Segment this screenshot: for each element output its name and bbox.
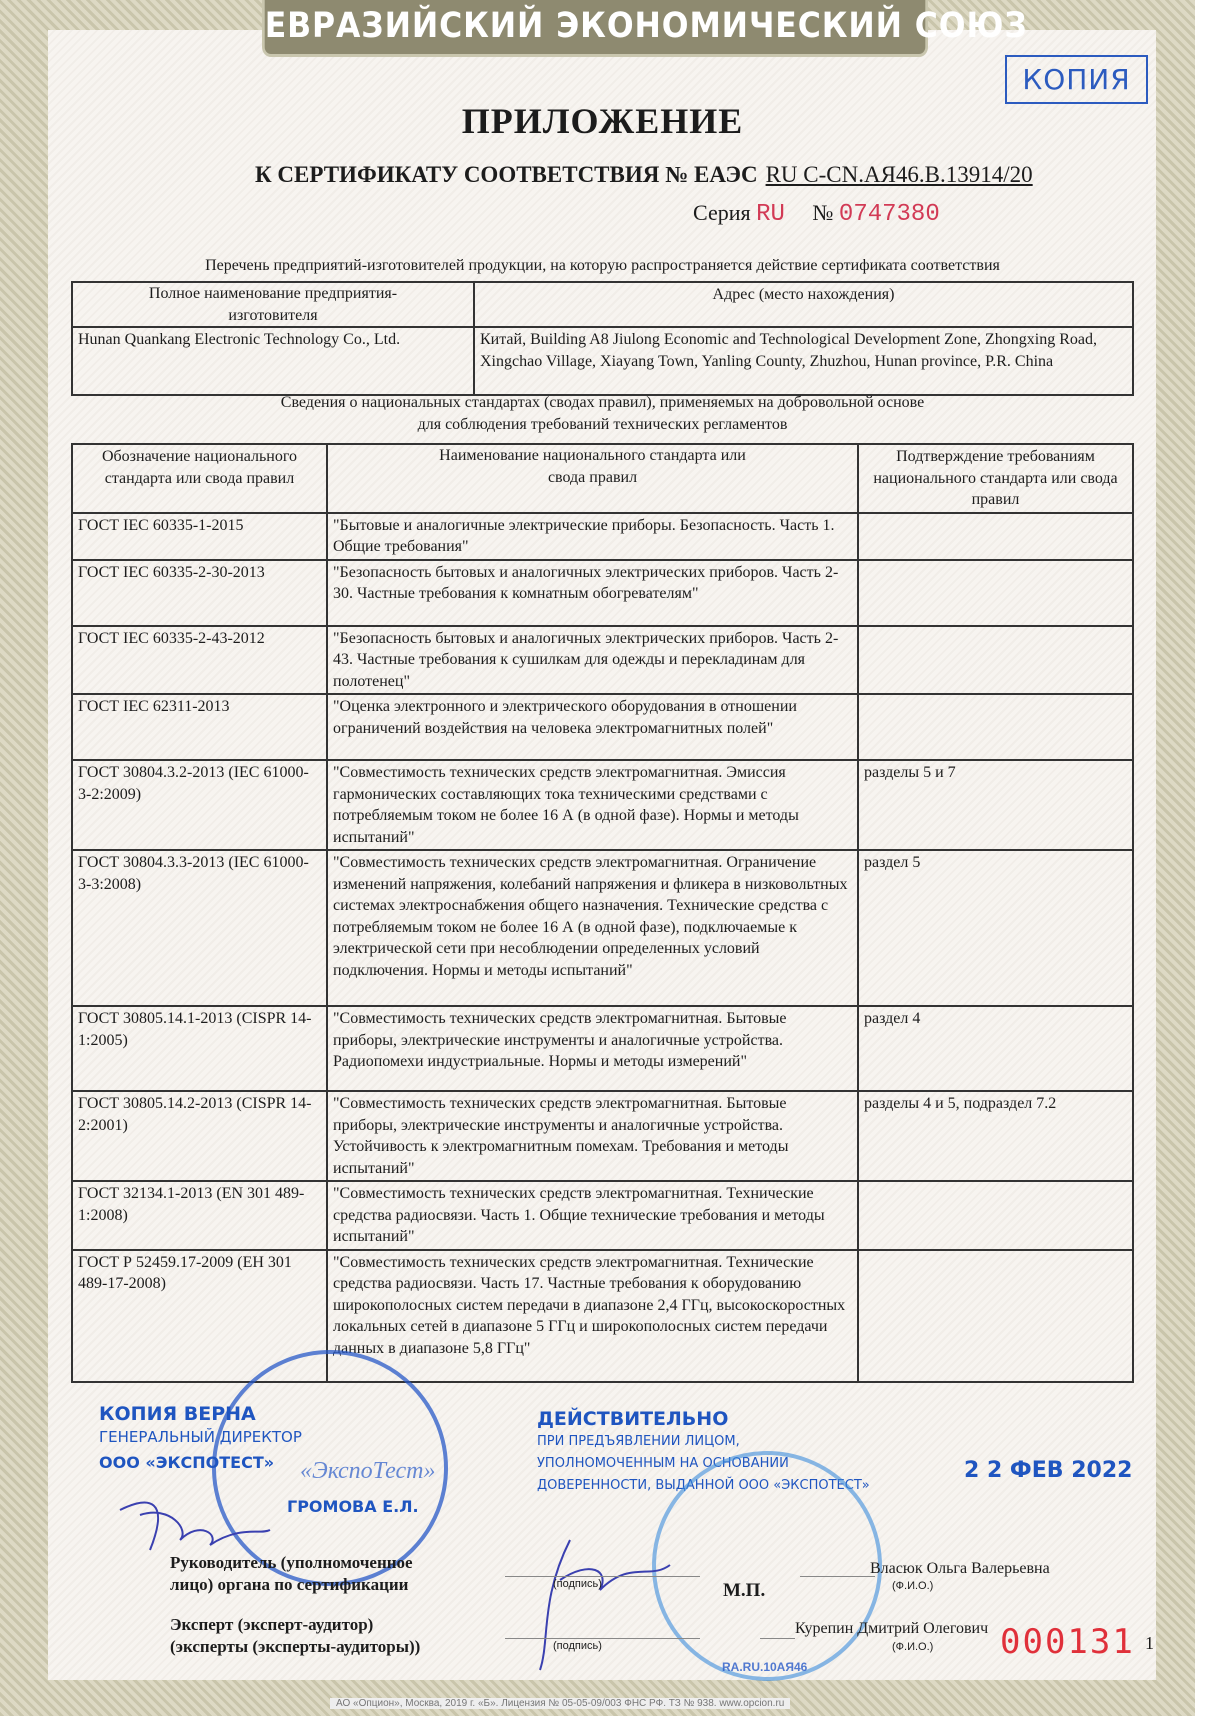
- table-row: [72, 1250, 1133, 1382]
- mp-label: М.П.: [723, 1580, 766, 1601]
- standard-title: "Оценка электронного и электрического оборудования в отношении ограничений воздействия на человека электромагнитных полей": [327, 694, 858, 760]
- header-cell: Полное наименование предприятия-изготовителя: [72, 282, 474, 327]
- standard-code: ГОСТ Р 52459.17-2009 (ЕН 301 489-17-2008): [72, 1250, 327, 1382]
- name-line: [760, 1638, 795, 1639]
- page-title: ПРИЛОЖЕНИЕ: [461, 101, 744, 141]
- fio-caption: (Ф.И.О.): [892, 1641, 934, 1653]
- manufacturers-table: [71, 281, 1134, 396]
- table-row: [72, 850, 1133, 1006]
- standard-title: "Совместимость технических средств электромагнитная. Ограничение изменений напряжения, колебаний напряжения и фликера в низковольтных системах электроснабжения общего назначения. Технические средства с потребляемым током не более 16 А (в одной фазе), подключаемые к электрической сети при несоблюдении определенных условий подключения. Нормы и методы испытаний": [327, 850, 858, 1006]
- signature-line: [505, 1638, 700, 1639]
- fio-caption: (Ф.И.О.): [892, 1580, 934, 1592]
- standard-sections: [858, 513, 1133, 560]
- standard-code: ГОСТ 30805.14.2-2013 (CISPR 14-2:2001): [72, 1091, 327, 1181]
- standard-code: ГОСТ IEC 60335-2-43-2012: [72, 626, 327, 695]
- form-number: 0747380: [838, 201, 940, 228]
- standard-code: ГОСТ IEC 60335-2-30-2013: [72, 560, 327, 626]
- table-row: [72, 1006, 1133, 1091]
- standard-code: ГОСТ 30804.3.3-2013 (IEC 61000-3-3:2008): [72, 850, 327, 1006]
- table-row: [72, 626, 1133, 695]
- signature-caption: (подпись): [553, 1578, 602, 1590]
- standard-sections: [858, 1181, 1133, 1250]
- name-line: [800, 1576, 875, 1577]
- head-label-1: Руководитель (уполномоченное: [170, 1553, 413, 1572]
- header-cell: Обозначение национального стандарта или свода правил: [72, 444, 327, 513]
- valid-line-4: ДОВЕРЕННОСТИ, ВЫДАННОЙ ООО «ЭКСПОТЕСТ»: [537, 1478, 870, 1493]
- table-row: [72, 694, 1133, 760]
- manufacturer-address: Китай, Building A8 Jiulong Economic and Technological Development Zone, Zhongxing Road, Xingchao Village, Xiayang Town, Yanling County, Zhuzhou, Hunan province, P.R. China: [474, 327, 1133, 395]
- standard-title: "Совместимость технических средств электромагнитная. Эмиссия гармонических составляющих тока техническими средствами с потребляемым током не более 16 А (в одной фазе). Нормы и методы испытаний": [327, 760, 858, 850]
- cert-label: К СЕРТИФИКАТУ СООТВЕТСТВИЯ № ЕАЭС: [255, 162, 758, 187]
- standard-sections: [858, 1250, 1133, 1382]
- head-signature: [520, 1520, 700, 1680]
- serial-number: 000131: [1000, 1622, 1135, 1662]
- standard-title: "Безопасность бытовых и аналогичных электрических приборов. Часть 2-30. Частные требования к комнатным обогревателям": [327, 560, 858, 626]
- standards-table: [71, 443, 1134, 1383]
- valid-line-2: ПРИ ПРЕДЪЯВЛЕНИИ ЛИЦОМ,: [537, 1434, 740, 1449]
- standards-caption-2: для соблюдения требований технических регламентов: [417, 416, 788, 433]
- director-name: ГРОМОВА Е.Л.: [287, 1497, 419, 1516]
- header-cell: Наименование национального стандарта или свода правил: [327, 444, 858, 513]
- standard-title: "Совместимость технических средств электромагнитная. Бытовые приборы, электрические инструменты и аналогичные устройства. Устойчивость к электромагнитным помехам. Требования и методы испытаний": [327, 1091, 858, 1181]
- cert-number: RU С-CN.АЯ46.В.13914/20: [765, 162, 1033, 187]
- page-number: 1: [1145, 1633, 1154, 1653]
- valid-line-3: УПОЛНОМОЧЕННЫМ НА ОСНОВАНИИ: [537, 1456, 789, 1471]
- table-row: [72, 327, 1133, 395]
- standard-sections: [858, 626, 1133, 695]
- table-row: [72, 1181, 1133, 1250]
- seal-number: RA.RU.10АЯ46: [722, 1660, 808, 1674]
- header-cell: Подтверждение требованиям национального стандарта или свода правил: [858, 444, 1133, 513]
- union-banner: ЕВРАЗИЙСКИЙ ЭКОНОМИЧЕСКИЙ СОЮЗ: [262, 0, 928, 57]
- standard-sections: раздел 4: [858, 1006, 1133, 1091]
- standard-sections: разделы 5 и 7: [858, 760, 1133, 850]
- director-signature: [110, 1490, 280, 1560]
- table-row: [72, 1091, 1133, 1181]
- expert-name: Курепин Дмитрий Олегович: [795, 1620, 989, 1637]
- standard-sections: [858, 694, 1133, 760]
- valid-label: ДЕЙСТВИТЕЛЬНО: [537, 1408, 729, 1430]
- certificate-line: [255, 162, 1033, 188]
- head-label-2: лицо) органа по сертификации: [170, 1575, 409, 1594]
- standards-caption-1: Сведения о национальных стандартах (сводах правил), применяемых на добровольной основе: [280, 394, 925, 411]
- manufacturers-caption: Перечень предприятий-изготовителей продукции, на которую распространяется действие сертификата соответствия: [205, 257, 1000, 274]
- standard-sections: раздел 5: [858, 850, 1133, 1006]
- table-header-row: [72, 282, 1133, 327]
- standard-title: "Совместимость технических средств электромагнитная. Бытовые приборы, электрические инструменты и аналогичные устройства. Радиопомехи индустриальные. Нормы и методы измерений": [327, 1006, 858, 1091]
- signature-caption: (подпись): [553, 1640, 602, 1652]
- expert-label-2: (эксперты (эксперты-аудиторы)): [170, 1637, 421, 1656]
- validity-date: 2 2 ФЕВ 2022: [964, 1458, 1133, 1483]
- copy-true-label: КОПИЯ ВЕРНА: [99, 1403, 256, 1425]
- expert-label-1: Эксперт (эксперт-аудитор): [170, 1615, 374, 1634]
- standard-sections: разделы 4 и 5, подраздел 7.2: [858, 1091, 1133, 1181]
- series-label: Серия: [693, 200, 751, 225]
- seal-text-left: «ЭкспоТест»: [300, 1458, 436, 1484]
- head-name: Власюк Ольга Валерьевна: [870, 1560, 1050, 1577]
- standard-code: ГОСТ 30805.14.1-2013 (CISPR 14-1:2005): [72, 1006, 327, 1091]
- general-director-label: ГЕНЕРАЛЬНЫЙ ДИРЕКТОР: [99, 1428, 302, 1446]
- table-row: [72, 560, 1133, 626]
- standard-title: "Совместимость технических средств электромагнитная. Технические средства радиосвязи. Часть 17. Частные требования к оборудованию широкополосных систем передачи в диапазоне 2,4 ГГц, высокоскоростных локальных сетей в диапазоне 5 ГГц и широкополосных систем передачи данных в диапазоне 5,8 ГГц": [327, 1250, 858, 1382]
- table-header-row: [72, 444, 1133, 513]
- company-label: ООО «ЭКСПОТЕСТ»: [99, 1453, 275, 1472]
- copy-stamp: КОПИЯ: [1005, 55, 1148, 104]
- standard-code: ГОСТ 30804.3.2-2013 (IEC 61000-3-2:2009): [72, 760, 327, 850]
- standard-title: "Бытовые и аналогичные электрические приборы. Безопасность. Часть 1. Общие требования": [327, 513, 858, 560]
- standard-code: ГОСТ 32134.1-2013 (EN 301 489-1:2008): [72, 1181, 327, 1250]
- signature-line: [505, 1576, 700, 1577]
- number-label: №: [812, 200, 834, 225]
- header-cell: Адрес (место нахождения): [474, 282, 1133, 327]
- standard-code: ГОСТ IEC 60335-1-2015: [72, 513, 327, 560]
- series-value: RU: [756, 201, 785, 228]
- standard-title: "Совместимость технических средств электромагнитная. Технические средства радиосвязи. Часть 1. Общие технические требования и методы испытаний": [327, 1181, 858, 1250]
- table-row: [72, 513, 1133, 560]
- printer-footer: АО «Опцион», Москва, 2019 г. «Б». Лицензия № 05-05-09/003 ФНС РФ. ТЗ № 938. www.opcion.ru: [330, 1698, 790, 1709]
- table-row: [72, 760, 1133, 850]
- standard-code: ГОСТ IEC 62311-2013: [72, 694, 327, 760]
- series-line: [693, 200, 940, 228]
- manufacturer-name: Hunan Quankang Electronic Technology Co., Ltd.: [72, 327, 474, 395]
- standard-title: "Безопасность бытовых и аналогичных электрических приборов. Часть 2-43. Частные требования к сушилкам для одежды и перекладинам для полотенец": [327, 626, 858, 695]
- standard-sections: [858, 560, 1133, 626]
